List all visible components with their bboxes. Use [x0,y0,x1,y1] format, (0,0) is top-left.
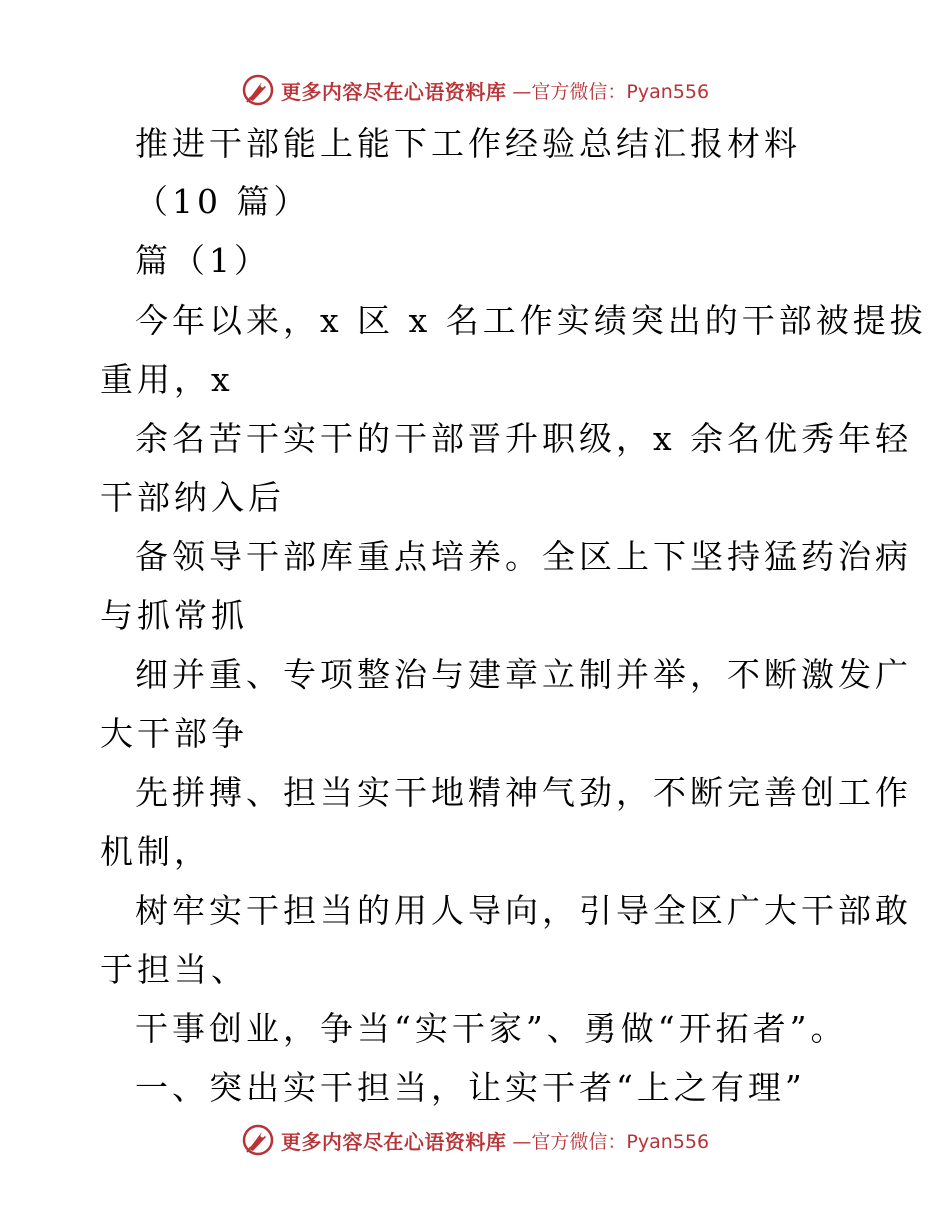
document-title: 推进干部能上能下工作经验总结汇报材料 [135,124,801,163]
text-line: 干部纳入后 [100,478,285,517]
section-label: 篇（1） [135,241,271,280]
footer-banner [241,1123,709,1157]
text-line: 重用，x [100,360,234,399]
header-site-name: 更多内容尽在心语资料库 [280,79,507,104]
text-line: 备领导干部库重点培养。全区上下坚持猛药治病 [135,537,912,576]
header-banner [241,73,709,107]
document-subtitle: （10 篇） [135,182,311,221]
text-line: 树牢实干担当的用人导向，引导全区广大干部敢 [135,891,912,930]
text-line: 细并重、专项整治与建章立制并举，不断激发广 [135,655,912,694]
header-contact: —官方微信：Pyan556 [512,80,710,103]
text-line: 干事创业，争当“实干家”、勇做“开拓者”。 [135,1009,848,1048]
page-header [0,70,950,110]
text-line: 于担当、 [100,950,248,989]
footer-site-name: 更多内容尽在心语资料库 [280,1129,507,1154]
page-footer [0,1120,950,1160]
text-line: 今年以来，x 区 x 名工作实绩突出的干部被提拔 [135,301,927,340]
section-heading: 一、突出实干担当，让实干者“上之有理” [135,1068,806,1107]
footer-contact: —官方微信：Pyan556 [512,1130,710,1153]
text-line: 先拼搏、担当实干地精神气劲，不断完善创工作 [135,773,912,812]
text-line: 大干部争 [100,714,248,753]
text-line: 机制， [100,832,211,871]
text-line: 余名苦干实干的干部晋升职级，x 余名优秀年轻 [135,419,913,458]
pen-nib-icon [241,1123,275,1157]
pen-nib-icon [241,73,275,107]
text-line: 与抓常抓 [100,596,248,635]
